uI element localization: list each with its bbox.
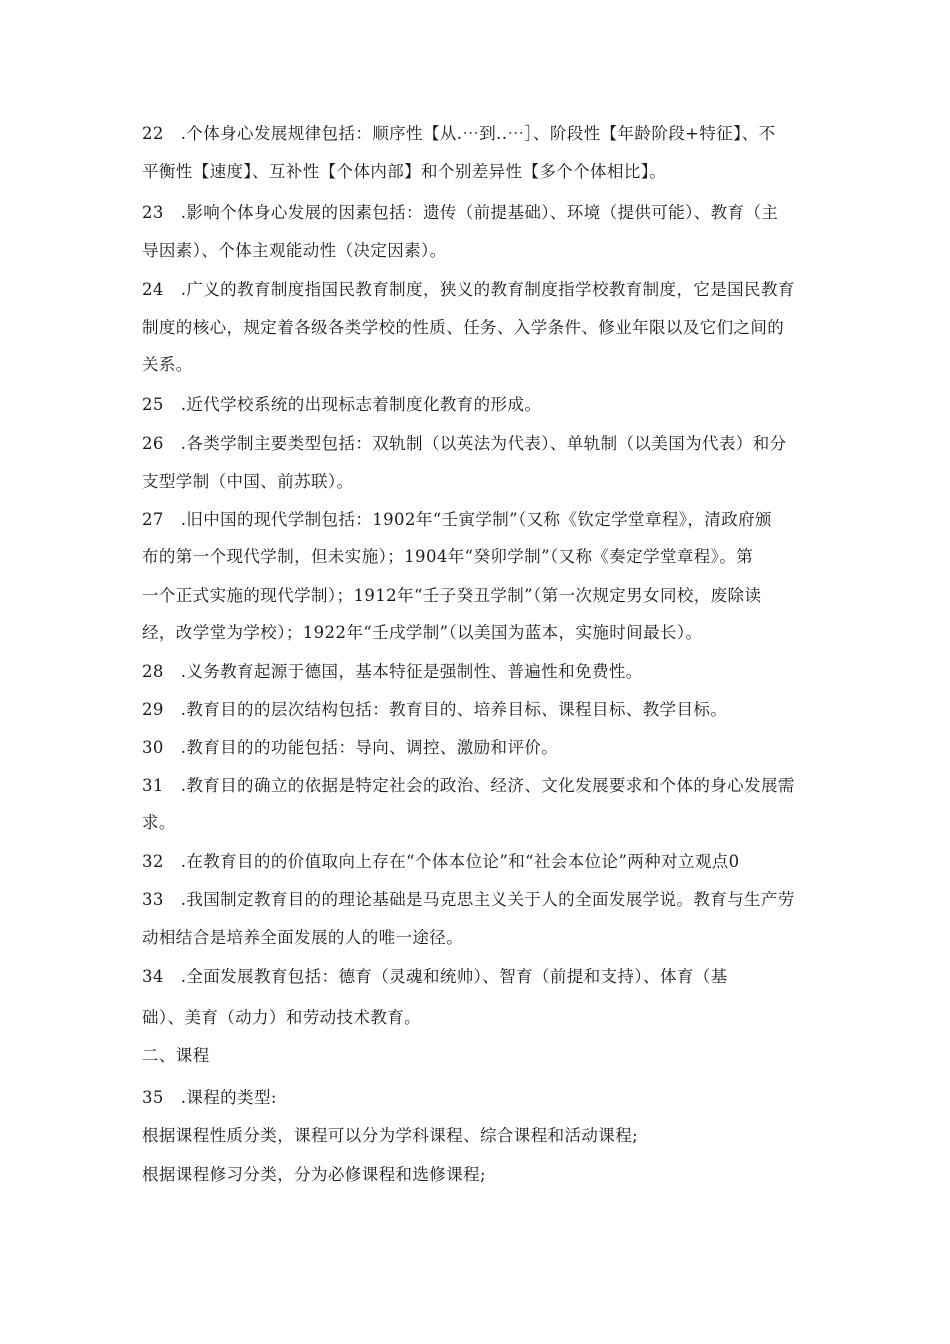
text-line: 导因素）、个体主观能动性（决定因素）。 [142,241,447,260]
text-line: 28 .义务教育起源于德国，基本特征是强制性、普遍性和免费性。 [142,662,643,681]
text-line: 关系。 [142,355,193,374]
text-line: 35 .课程的类型: [142,1088,277,1107]
text-line: 33 .我国制定教育目的的理论基础是马克思主义关于人的全面发展学说。教育与生产劳 [142,890,795,909]
text-line: 26 .各类学制主要类型包括：双轨制（以英法为代表）、单轨制（以美国为代表）和分 [142,434,787,453]
section-heading: 二、课程 [142,1046,210,1065]
text-line: 31 .教育目的确立的依据是特定社会的政治、经济、文化发展要求和个体的身心发展需 [142,776,795,795]
text-line: 支型学制（中国、前苏联）。 [142,472,354,491]
text-line: 29 .教育目的的层次结构包括：教育目的、培养目标、课程目标、教学目标。 [142,700,728,719]
text-line: 布的第一个现代学制，但未实施）；1904年“癸卯学制”（又称《奏定学堂章程》。第 [142,547,754,566]
text-line: 25 .近代学校系统的出现标志着制度化教育的形成。 [142,395,542,414]
text-line: 23 .影响个体身心发展的因素包括：遗传（前提基础）、环境（提供可能）、教育（主 [142,203,779,222]
text-line: 22 .个体身心发展规律包括：顺序性【从.⋯到..⋯］、阶段性【年龄阶段+特征】、不 [142,124,776,143]
text-line: 34 .全面发展教育包括：德育（灵魂和统帅）、智育（前提和支持）、体育（基 [142,967,728,986]
text-line: 一个正式实施的现代学制）；1912年“壬子癸丑学制”（第一次规定男女同校，废除读 [142,586,762,605]
text-line: 根据课程修习分类，分为必修课程和选修课程; [142,1165,486,1184]
text-line: 24 .广义的教育制度指国民教育制度，狭义的教育制度指学校教育制度，它是国民教育 [142,280,795,299]
text-line: 动相结合是培养全面发展的人的唯一途径。 [142,928,464,947]
text-line: 平衡性【速度】、互补性【个体内部】和个别差异性【多个个体相比】。 [142,162,667,181]
text-line: 27 .旧中国的现代学制包括：1902年“壬寅学制”（又称《钦定学堂章程》，清政府颁 [142,510,772,529]
text-line: 根据课程性质分类，课程可以分为学科课程、综合课程和活动课程; [142,1126,639,1145]
text-line: 制度的核心，规定着各级各类学校的性质、任务、入学条件、修业年限以及它们之间的 [142,318,785,337]
text-line: 30 .教育目的的功能包括：导向、调控、激励和评价。 [142,738,559,757]
text-line: 经，改学堂为学校）；1922年“壬戌学制”（以美国为蓝本，实施时间最长）。 [142,623,703,642]
text-line: 32 .在教育目的的价值取向上存在“个体本位论”和“社会本位论”两种对立观点0 [142,852,740,871]
text-line: 础）、美育（动力）和劳动技术教育。 [142,1008,422,1027]
text-line: 求。 [142,813,176,832]
